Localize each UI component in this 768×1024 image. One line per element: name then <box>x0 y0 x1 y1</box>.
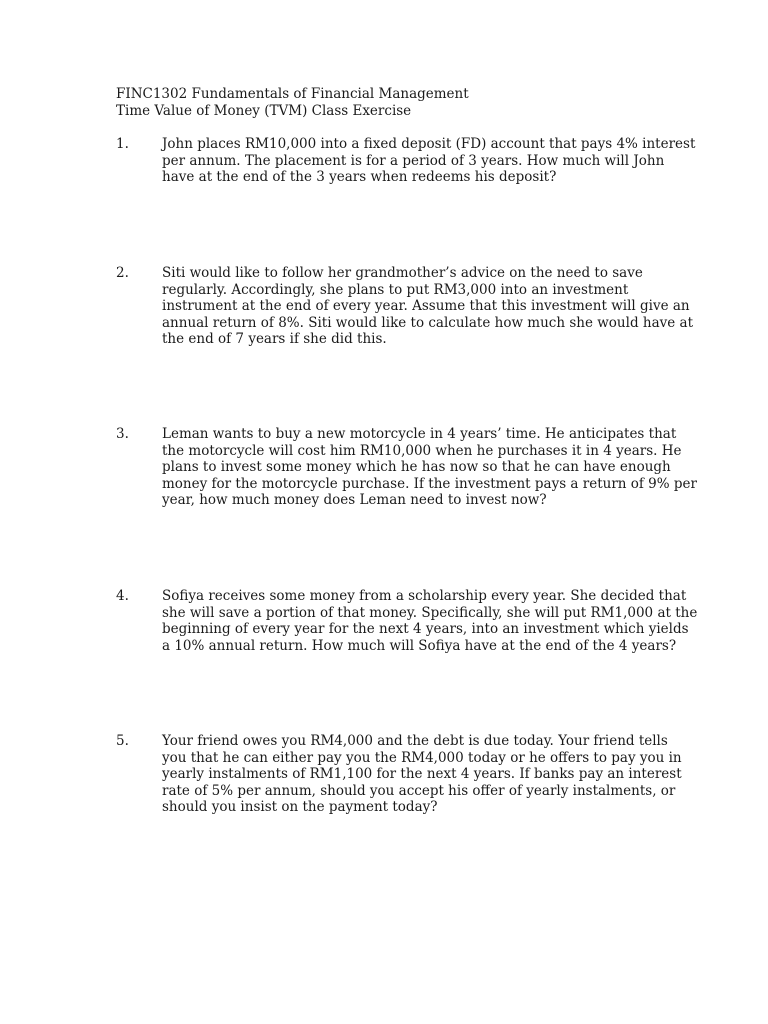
question-line: year, how much money does Leman need to invest now? <box>162 492 547 508</box>
question-line: have at the end of the 3 years when redeems his deposit? <box>162 169 557 185</box>
question-text <box>162 265 693 348</box>
question-text <box>162 136 696 186</box>
question-number: 2. <box>116 265 129 281</box>
question-number: 5. <box>116 733 129 749</box>
question-line: the end of 7 years if she did this. <box>162 331 387 347</box>
question-line: plans to invest some money which he has now so that he can have enough <box>162 459 671 475</box>
question-text <box>162 588 698 654</box>
question-line: yearly instalments of RM1,100 for the next 4 years. If banks pay an interest <box>162 766 682 782</box>
question-line: Leman wants to buy a new motorcycle in 4 years’ time. He anticipates that <box>162 426 677 442</box>
exercise-title: Time Value of Money (TVM) Class Exercise <box>116 103 412 119</box>
question-line: she will save a portion of that money. Specifically, she will put RM1,000 at the <box>162 604 698 621</box>
question-line: a 10% annual return. How much will Sofiya have at the end of the 4 years? <box>162 637 677 654</box>
question-line: beginning of every year for the next 4 years, into an investment which yields <box>162 621 689 637</box>
question-line: rate of 5% per annum, should you accept his offer of yearly instalments, or <box>162 782 676 799</box>
question-line: Siti would like to follow her grandmother’s advice on the need to save <box>162 265 643 281</box>
question-line: instrument at the end of every year. Assume that this investment will give an <box>162 298 690 314</box>
question-text <box>162 733 682 816</box>
question-line: regularly. Accordingly, she plans to put RM3,000 into an investment <box>162 281 629 298</box>
document-header <box>116 86 676 120</box>
question-line: per annum. The placement is for a period of 3 years. How much will John <box>162 152 665 169</box>
question-line: the motorcycle will cost him RM10,000 when he purchases it in 4 years. He <box>162 442 682 459</box>
question-line: John places RM10,000 into a fixed deposit (FD) account that pays 4% interest <box>162 136 696 152</box>
question-number: 4. <box>116 588 129 604</box>
question-line: annual return of 8%. Siti would like to calculate how much she would have at <box>162 314 693 331</box>
question-text <box>162 426 697 509</box>
course-title: FINC1302 Fundamentals of Financial Management <box>116 86 469 102</box>
question-number: 1. <box>116 136 129 152</box>
question-line: Your friend owes you RM4,000 and the debt is due today. Your friend tells <box>162 733 668 749</box>
question-line: should you insist on the payment today? <box>162 799 438 815</box>
question-number: 3. <box>116 426 129 442</box>
question-line: you that he can either pay you the RM4,000 today or he offers to pay you in <box>162 749 682 766</box>
question-line: Sofiya receives some money from a scholarship every year. She decided that <box>162 588 687 604</box>
question-line: money for the motorcycle purchase. If the investment pays a return of 9% per <box>162 475 697 492</box>
